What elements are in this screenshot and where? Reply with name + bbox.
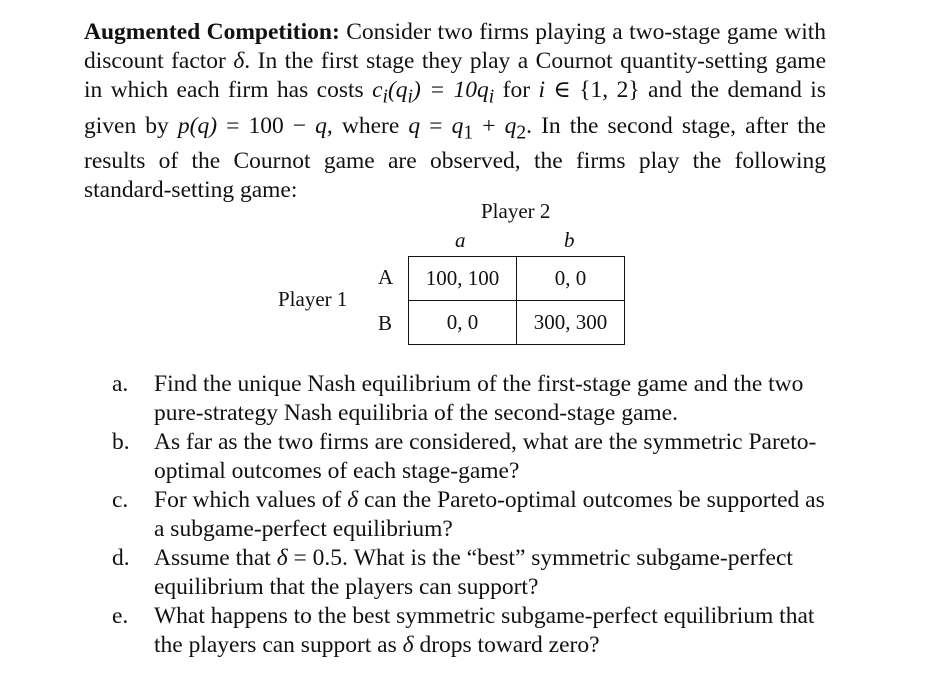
question-text: can the Pareto-optimal outcomes be supported as a subgame-perfect equilibrium?	[154, 487, 825, 542]
question-text: For which values of	[154, 487, 348, 513]
payoff-row-B	[409, 301, 625, 345]
quantity-variable: q	[315, 112, 327, 139]
question-label: e.	[112, 603, 129, 629]
subscript: i	[382, 86, 388, 108]
problem-intro	[84, 18, 826, 205]
question-text: Assume that	[154, 545, 277, 571]
quantity-1: q	[451, 112, 464, 139]
column-label-b: b	[564, 228, 575, 252]
intro-text: Consider two firms playing a two-stage game with discount factor	[84, 19, 826, 74]
subscript: 1	[463, 122, 474, 144]
intro-text: , where	[326, 112, 409, 139]
question-label: c.	[112, 487, 129, 513]
question-list	[112, 370, 826, 660]
cost-function: c	[372, 77, 383, 103]
question-text: = 0.5. What is the “best” symmetric subgame-perfect equilibrium that the players can support?	[154, 545, 793, 600]
delta-symbol: δ	[276, 545, 288, 571]
intro-text: ∈ {1, 2} and the demand is given by	[84, 77, 826, 139]
question-text: What happens to the best symmetric subgame-perfect equilibrium that the players can support as	[154, 603, 815, 658]
question-label: d.	[112, 545, 130, 571]
payoff-row-A	[409, 257, 625, 301]
payoff-cell-A-a: 100, 100	[409, 257, 517, 301]
cost-argument: (q	[387, 77, 408, 103]
player1-label: Player 1	[278, 287, 348, 311]
question-e	[112, 602, 826, 660]
question-b	[112, 428, 826, 486]
cost-equation: ) = 10q	[412, 77, 489, 103]
quantity-variable: q	[408, 112, 421, 139]
row-label-B: B	[378, 311, 393, 335]
index-variable: i	[538, 77, 545, 103]
question-a	[112, 370, 826, 428]
problem-heading: Augmented Competition:	[84, 19, 340, 45]
row-label-A: A	[378, 265, 394, 289]
question-c	[112, 486, 826, 544]
intro-text: for	[494, 77, 539, 103]
demand-function: p(q)	[177, 112, 218, 139]
intro-text: . In the second stage, after the results of the Cournot game are observed, the firms play the following standard-setting game:	[84, 112, 826, 204]
delta-symbol: δ	[402, 632, 414, 658]
intro-text: +	[473, 112, 505, 139]
question-d	[112, 544, 826, 602]
intro-text: =	[420, 112, 452, 139]
payoff-cell-B-a: 0, 0	[409, 301, 517, 345]
player2-label: Player 2	[481, 199, 551, 223]
quantity-2: q	[504, 112, 517, 139]
subscript: i	[407, 86, 413, 108]
question-text: As far as the two firms are considered, what are the symmetric Pareto-optimal outcomes of each stage-game?	[154, 429, 817, 484]
intro-text: = 100 −	[217, 112, 316, 139]
payoff-matrix	[408, 256, 625, 345]
column-label-a: a	[455, 228, 466, 252]
intro-text: . In the first stage they play a Cournot quantity-setting game in which each firm has costs	[84, 48, 826, 103]
subscript: 2	[516, 122, 527, 144]
question-label: a.	[112, 371, 129, 397]
payoff-cell-A-b: 0, 0	[517, 257, 625, 301]
subscript: i	[488, 86, 495, 108]
question-label: b.	[112, 429, 130, 455]
delta-symbol: δ	[347, 487, 359, 513]
payoff-cell-B-b: 300, 300	[517, 301, 625, 345]
question-text: Find the unique Nash equilibrium of the first-stage game and the two pure-strategy Nash equilibria of the second-stage game.	[154, 371, 804, 426]
question-text: drops toward zero?	[413, 632, 600, 658]
delta-symbol: δ	[233, 48, 245, 74]
